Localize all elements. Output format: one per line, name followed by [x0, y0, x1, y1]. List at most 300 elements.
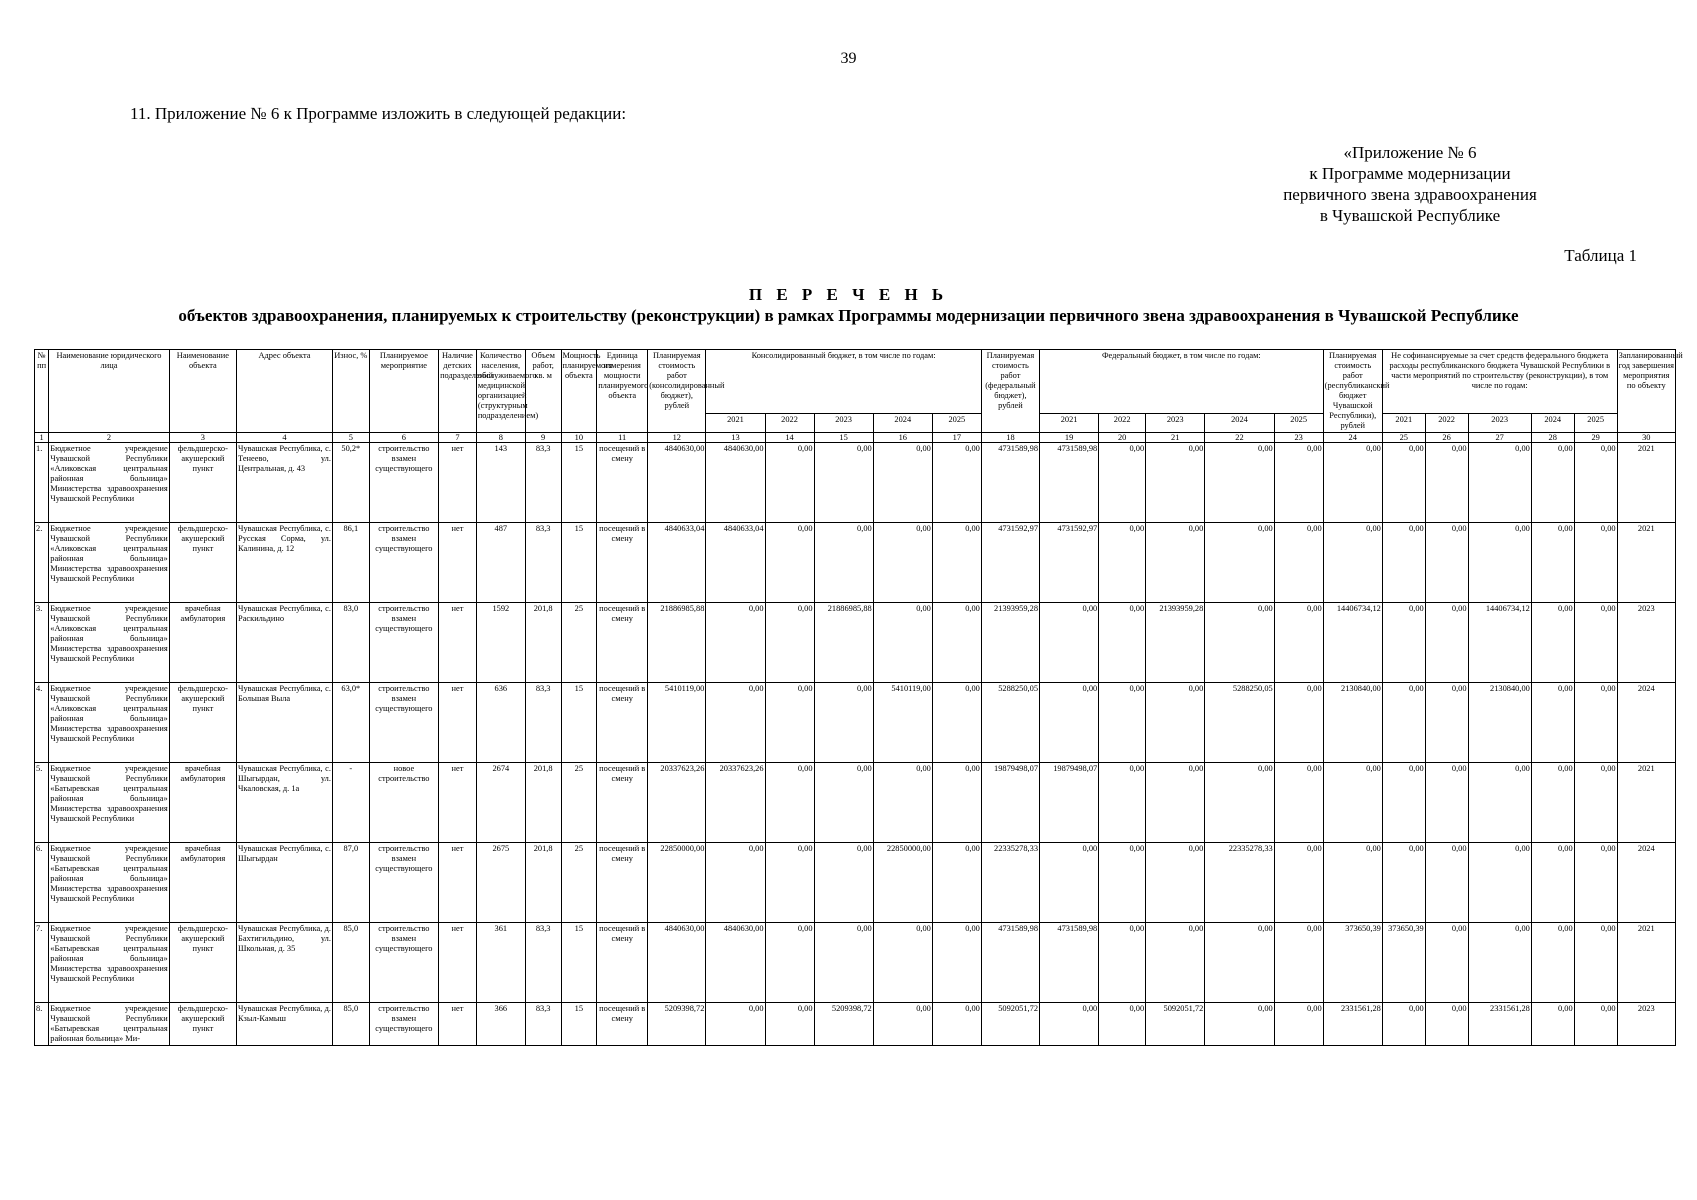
consolidated-year-value: 5209398,72 [814, 1003, 873, 1046]
header-no: № пп [35, 350, 49, 433]
consolidated-year-value: 0,00 [814, 443, 873, 523]
federal-year-value: 0,00 [1274, 683, 1323, 763]
object-name: фельдшерско-акушерский пункт [169, 443, 236, 523]
consolidated-year-value: 0,00 [932, 923, 981, 1003]
non-cofinanced-year-value: 0,00 [1425, 523, 1468, 603]
column-number: 13 [706, 433, 765, 443]
header-year: 2022 [1099, 413, 1146, 432]
column-number: 7 [439, 433, 477, 443]
consolidated-year-value: 0,00 [814, 523, 873, 603]
column-number: 27 [1468, 433, 1531, 443]
appendix-header [1240, 142, 1580, 226]
planned-federal-cost: 21393959,28 [981, 603, 1039, 683]
capacity-unit: посещений в смену [597, 923, 648, 1003]
column-number: 4 [237, 433, 333, 443]
population-served: 1592 [476, 603, 525, 683]
row-number: 5. [35, 763, 49, 843]
header-year: 2024 [873, 413, 932, 432]
table-row [35, 763, 1676, 843]
column-number: 14 [765, 433, 814, 443]
object-name: врачебная амбулатория [169, 763, 236, 843]
wear-percent: 63,0* [332, 683, 369, 763]
wear-percent: 85,0 [332, 923, 369, 1003]
consolidated-year-value: 0,00 [873, 603, 932, 683]
row-number: 2. [35, 523, 49, 603]
consolidated-year-value: 0,00 [706, 603, 765, 683]
consolidated-year-value: 0,00 [873, 443, 932, 523]
non-cofinanced-year-value: 0,00 [1468, 523, 1531, 603]
federal-year-value: 19879498,07 [1040, 763, 1099, 843]
capacity: 15 [561, 923, 597, 1003]
header-object: Наименование объекта [169, 350, 236, 433]
planned-federal-cost: 22335278,33 [981, 843, 1039, 923]
planned-federal-cost: 19879498,07 [981, 763, 1039, 843]
planned-measure: строительство взамен существующего [369, 1003, 438, 1046]
header-capacity: Мощность планируемого объекта [561, 350, 597, 433]
consolidated-year-value: 0,00 [873, 523, 932, 603]
appendix-line: «Приложение № 6 [1343, 143, 1477, 162]
population-served: 636 [476, 683, 525, 763]
federal-year-value: 21393959,28 [1146, 603, 1205, 683]
federal-year-value: 0,00 [1205, 923, 1274, 1003]
column-number: 23 [1274, 433, 1323, 443]
consolidated-year-value: 0,00 [765, 763, 814, 843]
consolidated-year-value: 0,00 [932, 683, 981, 763]
column-number: 21 [1146, 433, 1205, 443]
header-year: 2025 [932, 413, 981, 432]
capacity-unit: посещений в смену [597, 683, 648, 763]
header-year: 2021 [706, 413, 765, 432]
header-consolidated-budget: Консолидированный бюджет, в том числе по годам: [706, 350, 981, 414]
population-served: 366 [476, 1003, 525, 1046]
non-cofinanced-year-value: 0,00 [1425, 843, 1468, 923]
consolidated-year-value: 0,00 [706, 1003, 765, 1046]
object-name: фельдшерско-акушерский пункт [169, 523, 236, 603]
non-cofinanced-year-value: 0,00 [1382, 1003, 1425, 1046]
wear-percent: 87,0 [332, 843, 369, 923]
planned-cost: 21886985,88 [648, 603, 706, 683]
header-year: 2023 [814, 413, 873, 432]
non-cofinanced-year-value: 0,00 [1574, 843, 1617, 923]
capacity: 25 [561, 603, 597, 683]
non-cofinanced-year-value: 0,00 [1531, 603, 1574, 683]
children-units: нет [439, 843, 477, 923]
consolidated-year-value: 0,00 [932, 843, 981, 923]
header-year: 2024 [1205, 413, 1274, 432]
planned-federal-cost: 5288250,05 [981, 683, 1039, 763]
column-number: 30 [1617, 433, 1675, 443]
object-name: врачебная амбулатория [169, 603, 236, 683]
header-unit: Единица измерения мощности планируемого объекта [597, 350, 648, 433]
row-number: 7. [35, 923, 49, 1003]
work-volume: 201,8 [525, 843, 561, 923]
planned-measure: строительство взамен существующего [369, 843, 438, 923]
consolidated-year-value: 0,00 [932, 443, 981, 523]
header-measure: Планируемое мероприятие [369, 350, 438, 433]
federal-year-value: 0,00 [1205, 443, 1274, 523]
header-year: 2022 [765, 413, 814, 432]
consolidated-year-value: 4840630,00 [706, 443, 765, 523]
header-wear: Износ, % [332, 350, 369, 433]
row-number: 8. [35, 1003, 49, 1046]
federal-year-value: 0,00 [1099, 523, 1146, 603]
page-number: 39 [840, 50, 857, 67]
header-year: 2021 [1382, 413, 1425, 432]
column-number: 9 [525, 433, 561, 443]
planned-republic-cost: 0,00 [1323, 843, 1382, 923]
table-body [35, 443, 1676, 1046]
header-address: Адрес объекта [237, 350, 333, 433]
federal-year-value: 0,00 [1099, 923, 1146, 1003]
header-completion-year: Запланированный год завершения мероприятия по объекту [1617, 350, 1675, 433]
header-year: 2025 [1574, 413, 1617, 432]
planned-federal-cost: 4731592,97 [981, 523, 1039, 603]
non-cofinanced-year-value: 0,00 [1531, 523, 1574, 603]
children-units: нет [439, 523, 477, 603]
planned-republic-cost: 0,00 [1323, 443, 1382, 523]
work-volume: 83,3 [525, 683, 561, 763]
column-number: 18 [981, 433, 1039, 443]
consolidated-year-value: 0,00 [765, 443, 814, 523]
wear-percent: - [332, 763, 369, 843]
capacity-unit: посещений в смену [597, 1003, 648, 1046]
federal-year-value: 0,00 [1146, 523, 1205, 603]
non-cofinanced-year-value: 0,00 [1425, 443, 1468, 523]
population-served: 2675 [476, 843, 525, 923]
non-cofinanced-year-value: 0,00 [1382, 683, 1425, 763]
table-row [35, 443, 1676, 523]
federal-year-value: 0,00 [1099, 1003, 1146, 1046]
planned-cost: 4840630,00 [648, 923, 706, 1003]
wear-percent: 83,0 [332, 603, 369, 683]
table-row [35, 1003, 1676, 1046]
header-year: 2025 [1274, 413, 1323, 432]
column-number: 15 [814, 433, 873, 443]
non-cofinanced-year-value: 2331561,28 [1468, 1003, 1531, 1046]
children-units: нет [439, 923, 477, 1003]
row-number: 4. [35, 683, 49, 763]
row-number: 3. [35, 603, 49, 683]
header-year: 2021 [1040, 413, 1099, 432]
column-number: 3 [169, 433, 236, 443]
federal-year-value: 0,00 [1099, 443, 1146, 523]
consolidated-year-value: 4840630,00 [706, 923, 765, 1003]
federal-year-value: 0,00 [1274, 923, 1323, 1003]
work-volume: 83,3 [525, 523, 561, 603]
object-address: Чувашская Республика, с. Шыгырдан, ул. Чкаловская, д. 1а [237, 763, 333, 843]
column-number: 10 [561, 433, 597, 443]
object-name: фельдшерско-акушерский пункт [169, 1003, 236, 1046]
column-number: 5 [332, 433, 369, 443]
federal-year-value: 0,00 [1040, 683, 1099, 763]
work-volume: 83,3 [525, 443, 561, 523]
non-cofinanced-year-value: 0,00 [1574, 683, 1617, 763]
wear-percent: 50,2* [332, 443, 369, 523]
federal-year-value: 0,00 [1099, 843, 1146, 923]
consolidated-year-value: 0,00 [873, 1003, 932, 1046]
non-cofinanced-year-value: 0,00 [1382, 443, 1425, 523]
consolidated-year-value: 0,00 [932, 523, 981, 603]
federal-year-value: 5288250,05 [1205, 683, 1274, 763]
children-units: нет [439, 1003, 477, 1046]
non-cofinanced-year-value: 0,00 [1425, 1003, 1468, 1046]
consolidated-year-value: 0,00 [873, 763, 932, 843]
header-year: 2022 [1425, 413, 1468, 432]
column-number: 20 [1099, 433, 1146, 443]
non-cofinanced-year-value: 0,00 [1574, 603, 1617, 683]
object-address: Чувашская Республика, с. Раскильдино [237, 603, 333, 683]
work-volume: 201,8 [525, 603, 561, 683]
federal-year-value: 0,00 [1040, 603, 1099, 683]
column-number: 19 [1040, 433, 1099, 443]
non-cofinanced-year-value: 0,00 [1425, 763, 1468, 843]
consolidated-year-value: 0,00 [765, 843, 814, 923]
consolidated-year-value: 0,00 [765, 923, 814, 1003]
table-row [35, 523, 1676, 603]
consolidated-year-value: 4840633,04 [706, 523, 765, 603]
planned-republic-cost: 14406734,12 [1323, 603, 1382, 683]
planned-measure: строительство взамен существующего [369, 683, 438, 763]
consolidated-year-value: 0,00 [814, 843, 873, 923]
column-number: 24 [1323, 433, 1382, 443]
population-served: 143 [476, 443, 525, 523]
completion-year: 2024 [1617, 843, 1675, 923]
completion-year: 2023 [1617, 1003, 1675, 1046]
planned-measure: строительство взамен существующего [369, 923, 438, 1003]
planned-cost: 5410119,00 [648, 683, 706, 763]
population-served: 2674 [476, 763, 525, 843]
planned-cost: 22850000,00 [648, 843, 706, 923]
header-volume: Объем работ, кв. м [525, 350, 561, 433]
non-cofinanced-year-value: 0,00 [1531, 843, 1574, 923]
object-address: Чувашская Республика, с. Шыгырдан [237, 843, 333, 923]
federal-year-value: 0,00 [1146, 443, 1205, 523]
non-cofinanced-year-value: 14406734,12 [1468, 603, 1531, 683]
federal-year-value: 0,00 [1146, 923, 1205, 1003]
non-cofinanced-year-value: 0,00 [1468, 443, 1531, 523]
planned-republic-cost: 0,00 [1323, 763, 1382, 843]
federal-year-value: 4731589,98 [1040, 443, 1099, 523]
work-volume: 83,3 [525, 923, 561, 1003]
column-numbers-row [35, 433, 1676, 443]
header-legal-entity: Наименование юридического лица [49, 350, 169, 433]
consolidated-year-value: 0,00 [706, 683, 765, 763]
legal-entity-name: Бюджетное учреждение Чувашской Республики «Батыревская центральная районная больница» Министерства здравоохранения Чувашской Республики [49, 763, 169, 843]
column-number: 6 [369, 433, 438, 443]
federal-year-value: 4731592,97 [1040, 523, 1099, 603]
capacity: 15 [561, 1003, 597, 1046]
federal-year-value: 0,00 [1205, 603, 1274, 683]
consolidated-year-value: 0,00 [765, 1003, 814, 1046]
non-cofinanced-year-value: 0,00 [1425, 923, 1468, 1003]
non-cofinanced-year-value: 0,00 [1425, 683, 1468, 763]
federal-year-value: 0,00 [1274, 603, 1323, 683]
legal-entity-name: Бюджетное учреждение Чувашской Республики «Аликовская центральная районная больница» Министерства здравоохранения Чувашской Республики [49, 443, 169, 523]
federal-year-value: 0,00 [1274, 843, 1323, 923]
document-title: П Е Р Е Ч Е Н Ь [748, 285, 949, 304]
consolidated-year-value: 0,00 [814, 923, 873, 1003]
header-non-cofinanced: Не софинансируемые за счет средств федерального бюджета расходы республиканского бюджета Чувашской Республики в части мероприятий по строительству (реконструкции), в том числе по годам: [1382, 350, 1617, 414]
planned-measure: строительство взамен существующего [369, 443, 438, 523]
non-cofinanced-year-value: 0,00 [1468, 843, 1531, 923]
legal-entity-name: Бюджетное учреждение Чувашской Республики «Аликовская центральная районная больница» Министерства здравоохранения Чувашской Республики [49, 523, 169, 603]
object-address: Чувашская Республика, д. Бахтигильдино, ул. Школьная, д. 35 [237, 923, 333, 1003]
federal-year-value: 0,00 [1274, 1003, 1323, 1046]
header-children: Наличие детских подразделений [439, 350, 477, 433]
planned-measure: строительство взамен существующего [369, 603, 438, 683]
federal-year-value: 0,00 [1040, 843, 1099, 923]
planned-federal-cost: 4731589,98 [981, 923, 1039, 1003]
object-address: Чувашская Республика, с. Русская Сорма, ул. Калинина, д. 12 [237, 523, 333, 603]
federal-year-value: 0,00 [1099, 603, 1146, 683]
table-number: Таблица 1 [1564, 246, 1637, 265]
non-cofinanced-year-value: 0,00 [1382, 843, 1425, 923]
capacity: 25 [561, 763, 597, 843]
non-cofinanced-year-value: 0,00 [1531, 443, 1574, 523]
column-number: 29 [1574, 433, 1617, 443]
intro-text: 11. Приложение № 6 к Программе изложить в следующей редакции: [130, 104, 627, 123]
header-federal-budget: Федеральный бюджет, в том числе по годам: [1040, 350, 1324, 414]
planned-cost: 4840633,04 [648, 523, 706, 603]
federal-year-value: 0,00 [1146, 763, 1205, 843]
header-planned-republic: Планируемая стоимость работ (республиканский бюджет Чувашской Республики), рублей [1323, 350, 1382, 433]
consolidated-year-value: 0,00 [706, 843, 765, 923]
federal-year-value: 0,00 [1099, 683, 1146, 763]
header-year: 2023 [1468, 413, 1531, 432]
federal-year-value: 0,00 [1205, 1003, 1274, 1046]
federal-year-value: 0,00 [1146, 683, 1205, 763]
column-number: 25 [1382, 433, 1425, 443]
completion-year: 2023 [1617, 603, 1675, 683]
object-name: фельдшерско-акушерский пункт [169, 683, 236, 763]
header-year: 2023 [1146, 413, 1205, 432]
federal-year-value: 0,00 [1205, 763, 1274, 843]
column-number: 11 [597, 433, 648, 443]
completion-year: 2021 [1617, 523, 1675, 603]
non-cofinanced-year-value: 0,00 [1531, 1003, 1574, 1046]
capacity: 15 [561, 523, 597, 603]
federal-year-value: 22335278,33 [1205, 843, 1274, 923]
children-units: нет [439, 763, 477, 843]
legal-entity-name: Бюджетное учреждение Чувашской Республики «Аликовская центральная районная больница» Министерства здравоохранения Чувашской Республики [49, 603, 169, 683]
planned-republic-cost: 2331561,28 [1323, 1003, 1382, 1046]
non-cofinanced-year-value: 373650,39 [1382, 923, 1425, 1003]
column-number: 12 [648, 433, 706, 443]
children-units: нет [439, 603, 477, 683]
table-row [35, 843, 1676, 923]
non-cofinanced-year-value: 0,00 [1574, 443, 1617, 523]
completion-year: 2021 [1617, 763, 1675, 843]
planned-federal-cost: 4731589,98 [981, 443, 1039, 523]
population-served: 487 [476, 523, 525, 603]
row-number: 1. [35, 443, 49, 523]
capacity-unit: посещений в смену [597, 443, 648, 523]
work-volume: 201,8 [525, 763, 561, 843]
capacity-unit: посещений в смену [597, 603, 648, 683]
wear-percent: 85,0 [332, 1003, 369, 1046]
table-row [35, 923, 1676, 1003]
consolidated-year-value: 0,00 [814, 683, 873, 763]
column-number: 16 [873, 433, 932, 443]
object-address: Чувашская Республика, с. Большая Выла [237, 683, 333, 763]
capacity-unit: посещений в смену [597, 763, 648, 843]
object-address: Чувашская Республика, с. Тенеево, ул. Центральная, д. 43 [237, 443, 333, 523]
document-subtitle: объектов здравоохранения, планируемых к строительству (реконструкции) в рамках Программы модернизации первичного звена здравоохранения в Чувашской Республике [178, 306, 1519, 325]
federal-year-value: 4731589,98 [1040, 923, 1099, 1003]
column-number: 2 [49, 433, 169, 443]
completion-year: 2024 [1617, 683, 1675, 763]
non-cofinanced-year-value: 0,00 [1531, 923, 1574, 1003]
legal-entity-name: Бюджетное учреждение Чувашской Республики «Аликовская центральная районная больница» Министерства здравоохранения Чувашской Республики [49, 683, 169, 763]
federal-year-value: 0,00 [1274, 523, 1323, 603]
header-population: Количество населения, обслуживаемого медицинской организацией (структурным подразделением) [476, 350, 525, 433]
consolidated-year-value: 0,00 [873, 923, 932, 1003]
capacity-unit: посещений в смену [597, 843, 648, 923]
header-planned-federal: Планируемая стоимость работ (федеральный бюджет), рублей [981, 350, 1039, 433]
legal-entity-name: Бюджетное учреждение Чувашской Республики «Батыревская центральная районная больница» Министерства здравоохранения Чувашской Республики [49, 843, 169, 923]
column-number: 8 [476, 433, 525, 443]
federal-year-value: 5092051,72 [1146, 1003, 1205, 1046]
non-cofinanced-year-value: 0,00 [1531, 763, 1574, 843]
wear-percent: 86,1 [332, 523, 369, 603]
non-cofinanced-year-value: 0,00 [1382, 763, 1425, 843]
non-cofinanced-year-value: 0,00 [1574, 923, 1617, 1003]
federal-year-value: 0,00 [1205, 523, 1274, 603]
column-number: 22 [1205, 433, 1274, 443]
capacity: 15 [561, 683, 597, 763]
children-units: нет [439, 443, 477, 523]
federal-year-value: 0,00 [1274, 443, 1323, 523]
planned-republic-cost: 0,00 [1323, 523, 1382, 603]
appendix-line: к Программе модернизации [1309, 164, 1511, 183]
non-cofinanced-year-value: 0,00 [1531, 683, 1574, 763]
column-number: 26 [1425, 433, 1468, 443]
consolidated-year-value: 0,00 [814, 763, 873, 843]
non-cofinanced-year-value: 0,00 [1468, 923, 1531, 1003]
non-cofinanced-year-value: 0,00 [1382, 603, 1425, 683]
table-row [35, 603, 1676, 683]
federal-year-value: 0,00 [1274, 763, 1323, 843]
work-volume: 83,3 [525, 1003, 561, 1046]
consolidated-year-value: 22850000,00 [873, 843, 932, 923]
consolidated-year-value: 0,00 [765, 683, 814, 763]
capacity: 25 [561, 843, 597, 923]
capacity: 15 [561, 443, 597, 523]
non-cofinanced-year-value: 0,00 [1382, 523, 1425, 603]
planned-federal-cost: 5092051,72 [981, 1003, 1039, 1046]
completion-year: 2021 [1617, 443, 1675, 523]
federal-year-value: 0,00 [1146, 843, 1205, 923]
non-cofinanced-year-value: 0,00 [1425, 603, 1468, 683]
federal-year-value: 0,00 [1040, 1003, 1099, 1046]
planned-cost: 5209398,72 [648, 1003, 706, 1046]
children-units: нет [439, 683, 477, 763]
non-cofinanced-year-value: 0,00 [1574, 523, 1617, 603]
object-name: врачебная амбулатория [169, 843, 236, 923]
non-cofinanced-year-value: 0,00 [1574, 1003, 1617, 1046]
table-header [35, 350, 1683, 443]
planned-measure: новое строительство [369, 763, 438, 843]
planned-measure: строительство взамен существующего [369, 523, 438, 603]
appendix-line: в Чувашской Республике [1319, 206, 1501, 225]
header-year: 2024 [1531, 413, 1574, 432]
column-number: 17 [932, 433, 981, 443]
consolidated-year-value: 20337623,26 [706, 763, 765, 843]
row-number: 6. [35, 843, 49, 923]
planned-cost: 4840630,00 [648, 443, 706, 523]
table-row [35, 683, 1676, 763]
legal-entity-name: Бюджетное учреждение Чувашской Республики «Батыревская центральная районная больница» Ми- [49, 1003, 169, 1046]
